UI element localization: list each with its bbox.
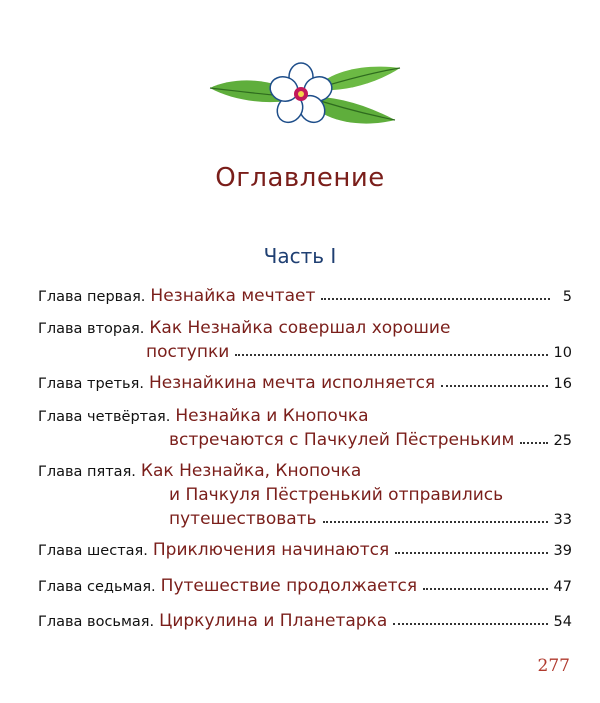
page-number: 16 bbox=[553, 376, 572, 392]
chapter-title: Незнайкина мечта исполняется bbox=[148, 373, 436, 393]
page-folio: 277 bbox=[537, 656, 570, 676]
chapter-title: Как Незнайка, Кнопочка bbox=[140, 461, 362, 481]
dot-leader bbox=[441, 379, 547, 387]
dot-leader bbox=[321, 292, 550, 300]
chapter-title-cont: путешествовать bbox=[169, 509, 317, 529]
toc-entry[interactable] bbox=[38, 316, 572, 364]
dot-leader bbox=[235, 348, 547, 356]
page-number: 5 bbox=[562, 289, 572, 305]
chapter-label: Глава седьмая. bbox=[38, 579, 156, 595]
chapter-label: Глава восьмая. bbox=[38, 614, 155, 630]
dot-leader bbox=[395, 546, 547, 554]
page-number: 25 bbox=[553, 433, 572, 449]
toc-entry[interactable] bbox=[38, 459, 572, 531]
part-heading: Часть I bbox=[263, 244, 337, 268]
page-title: Оглавление bbox=[215, 163, 385, 193]
dot-leader bbox=[393, 617, 547, 625]
toc-entry[interactable] bbox=[38, 609, 572, 633]
chapter-title: Как Незнайка совершал хорошие bbox=[149, 318, 451, 338]
page-number: 47 bbox=[553, 579, 572, 595]
toc-entry[interactable] bbox=[38, 404, 572, 452]
chapter-label: Глава шестая. bbox=[38, 543, 148, 559]
chapter-label: Глава первая. bbox=[38, 289, 146, 305]
chapter-label: Глава пятая. bbox=[38, 464, 136, 480]
chapter-label: Глава вторая. bbox=[38, 321, 145, 337]
chapter-label: Глава третья. bbox=[38, 376, 144, 392]
chapter-title: Путешествие продолжается bbox=[160, 576, 418, 596]
flower-ornament-icon bbox=[205, 58, 405, 134]
chapter-title: Приключения начинаются bbox=[152, 540, 390, 560]
toc-entry[interactable] bbox=[38, 538, 572, 562]
chapter-title-cont: поступки bbox=[146, 342, 230, 362]
chapter-title-cont: встречаются с Пачкулей Пёстреньким bbox=[169, 430, 515, 450]
toc-entry[interactable] bbox=[38, 574, 572, 598]
page-number: 54 bbox=[553, 614, 572, 630]
chapter-title-cont: и Пачкуля Пёстренький отправились bbox=[169, 485, 504, 505]
toc-entry[interactable] bbox=[38, 371, 572, 395]
dot-leader bbox=[423, 582, 547, 590]
chapter-label: Глава четвёртая. bbox=[38, 409, 171, 425]
chapter-title: Циркулина и Планетарка bbox=[159, 611, 388, 631]
chapter-title: Незнайка и Кнопочка bbox=[175, 406, 369, 426]
toc-entry[interactable] bbox=[38, 284, 572, 308]
page-number: 39 bbox=[553, 543, 572, 559]
dot-leader bbox=[323, 515, 548, 523]
page-number: 10 bbox=[553, 345, 572, 361]
page-number: 33 bbox=[553, 512, 572, 528]
dot-leader bbox=[520, 436, 547, 444]
chapter-title: Незнайка мечтает bbox=[150, 286, 316, 306]
